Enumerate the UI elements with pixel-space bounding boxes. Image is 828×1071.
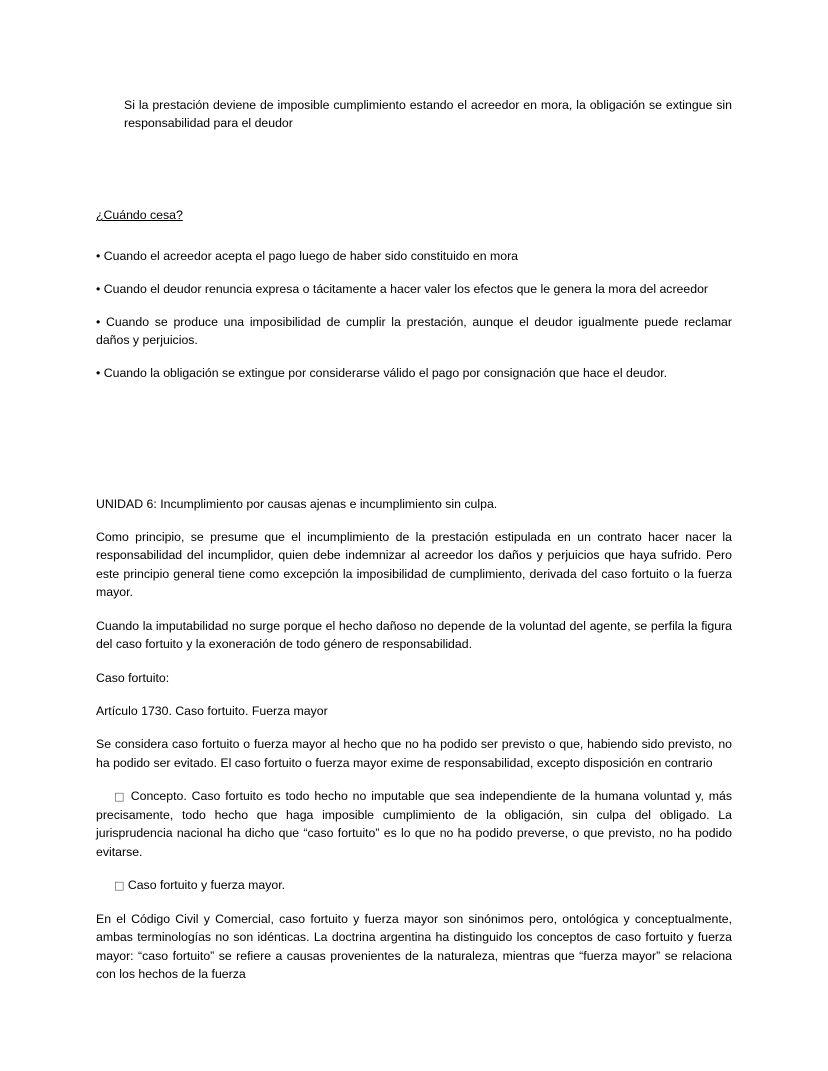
section-heading-cuando-cesa: ¿Cuándo cesa? [96, 208, 183, 223]
vertical-spacer [96, 861, 732, 876]
checkbox-icon: □ [114, 790, 126, 804]
vertical-spacer [96, 349, 732, 364]
list-item: • Cuando el acreedor acepta el pago luego de haber sido constituido en mora [96, 248, 519, 263]
box-list-item-text: Caso fortuito y fuerza mayor. [127, 878, 286, 893]
closing-paragraph: En el Código Civil y Comercial, caso fortuito y fuerza mayor son sinónimos pero, ontológica y conceptualmente, ambas terminologías no son idénticas. La doctrina argentina ha distinguido los conceptos de caso fortuito y fuerza mayor: “caso fortuito” se refiere a causas provenientes de la naturaleza, mientras que “fuerza mayor” se relaciona con los hechos de la fuerza [96, 911, 732, 981]
box-list-item [96, 876, 732, 895]
paragraph: Como principio, se presume que el incumplimiento de la prestación estipulada en un contrato hacer nacer la responsabilidad del incumplidor, quien debe indemnizar al acreedor los daños y perjuicios que haya sufrido. Pero este principio general tiene como excepción la imposibilidad de cumplimiento, derivada del caso fortuito o la fuerza mayor. [96, 529, 732, 600]
box-list-item [96, 787, 732, 861]
article-title: Artículo 1730. Caso fortuito. Fuerza mayor [96, 704, 328, 718]
box-list-item-text: Concepto. Caso fortuito es todo hecho no imputable que sea independiente de la humana voluntad y, más precisamente, todo hecho que haga imposible cumplimiento de la obligación, sin culpa del obligado. La jurisprudencia nacional ha dicho que “caso fortuito” es lo que no ha podido preverse, o que previsto, no ha podido evitarse. [96, 789, 732, 859]
paragraph: Cuando la imputabilidad no surge porque el hecho dañoso no depende de la voluntad del agente, se perfila la figura del caso fortuito y la exoneración de todo género de responsabilidad. [96, 618, 732, 652]
vertical-spacer [96, 654, 732, 669]
vertical-spacer [96, 132, 732, 206]
vertical-spacer [96, 225, 732, 247]
vertical-spacer [96, 720, 732, 735]
vertical-spacer [96, 895, 732, 910]
vertical-spacer [96, 602, 732, 617]
vertical-spacer [96, 513, 732, 528]
article-text: Se considera caso fortuito o fuerza mayor al hecho que no ha podido ser previsto o que, habiendo sido previsto, no ha podido ser evitado. El caso fortuito o fuerza mayor exime de responsabilidad, excepto disposición en contrario [96, 737, 732, 770]
list-item: • Cuando se produce una imposibilidad de cumplir la prestación, aunque el deudor igualmente puede reclamar daños y perjuicios. [96, 314, 732, 348]
vertical-spacer [96, 265, 732, 280]
checkbox-icon: □ [114, 879, 125, 893]
vertical-spacer [96, 772, 732, 787]
list-item: • Cuando la obligación se extingue por considerarse válido el pago por consignación que hace el deudor. [96, 366, 668, 381]
vertical-spacer [96, 298, 732, 313]
list-item: • Cuando el deudor renuncia expresa o tácitamente a hacer valer los efectos que le genera la mora del acreedor [96, 281, 709, 296]
intro-paragraph: Si la prestación deviene de imposible cumplimiento estando el acreedor en mora, la obligación se extingue sin responsabilidad para el deudor [124, 98, 732, 131]
caso-fortuito-label: Caso fortuito: [96, 670, 170, 685]
document-body [96, 96, 732, 983]
vertical-spacer [96, 383, 732, 495]
unit-title: UNIDAD 6: Incumplimiento por causas ajenas e incumplimiento sin culpa. [96, 496, 498, 511]
vertical-spacer [96, 687, 732, 702]
